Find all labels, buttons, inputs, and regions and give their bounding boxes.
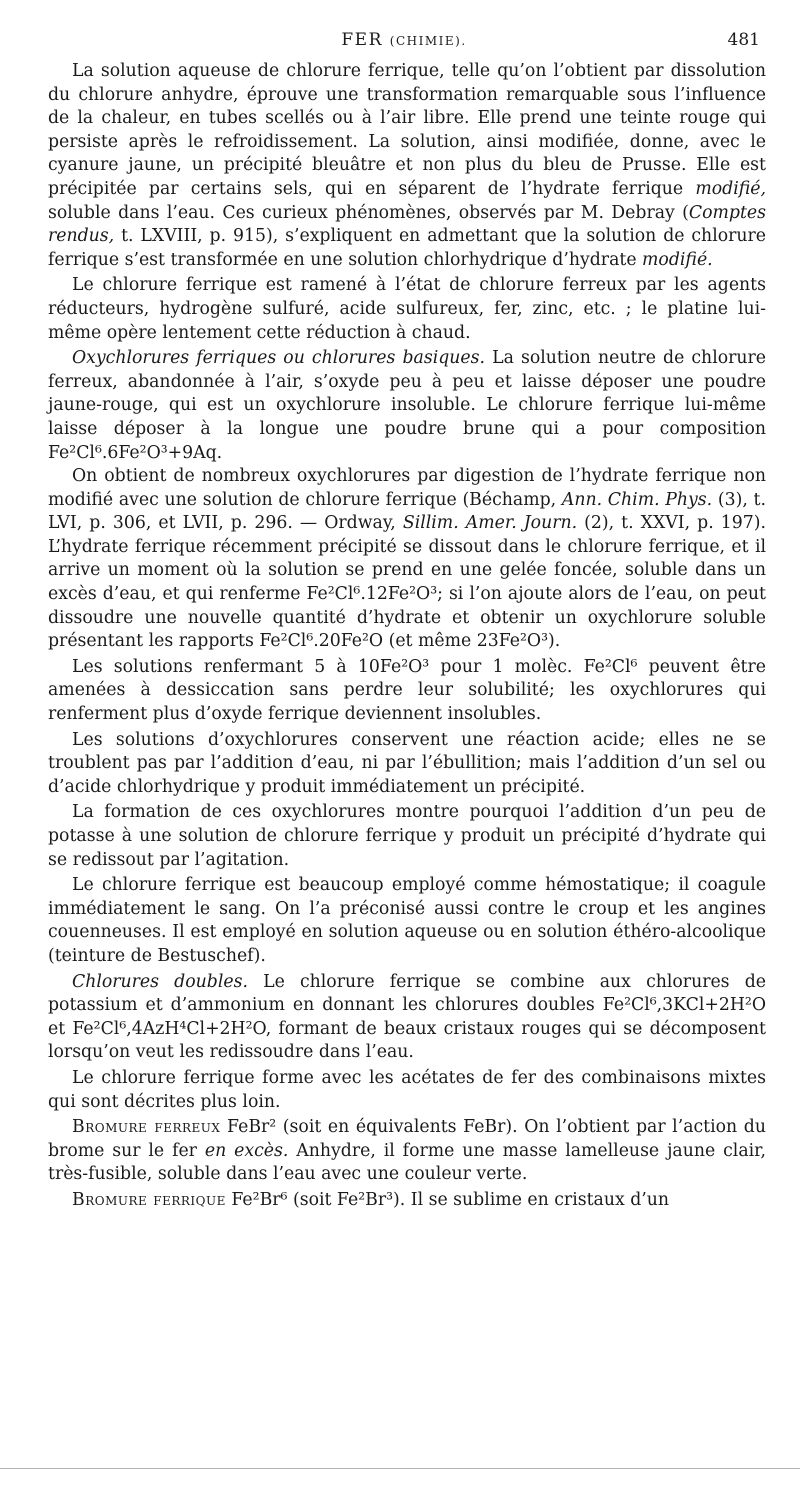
running-title-sub: (CHIMIE). — [389, 34, 467, 48]
paragraph-reduction: Le chlorure ferrique est ramené à l’état de chlorure ferreux par les agents réducteurs, hydrogène sulfuré, acide sulfureux, fer, zinc, etc. ; le platine lui-même opère lentement cette réduction à chaud. — [48, 275, 766, 343]
paragraph-oxychlorures: Oxychlorures ferriques ou chlorures basiques. La solution neutre de chlorure ferreux, abandonnée à l’air, s’oxyde peu à peu et laisse déposer une poudre jaune-rouge, qui est un oxychlorure insoluble. Le chlorure ferrique lui-même laisse déposer à la longue une poudre brune qui a pour composition Fe²Cl⁶.6Fe²O³+9Aq. — [48, 348, 766, 463]
section-heading-bromure-ferrique: Bromure ferrique — [72, 1189, 226, 1210]
paragraph-bromure-ferreux: Bromure ferreux FeBr² (soit en équivalents FeBr). On l’obtient par l’action du brome sur le fer en excès. Anhydre, il forme une masse lamelleuse jaune clair, très-fusible, soluble dans l’eau avec une couleur verte. — [48, 1117, 767, 1185]
paragraph-dessiccation: Les solutions renfermant 5 à 10Fe²O³ pour 1 molèc. Fe²Cl⁶ peuvent être amenées à dessiccation sans perdre leur solubilité; les oxychlorures qui renferment plus d’oxyde ferrique deviennent insolubles. — [48, 656, 766, 725]
paragraph-solution-modifiee: La solution aqueuse de chlorure ferrique, telle qu’on l’obtient par dissolution du chlorure anhydre, éprouve une transformation remarquable sous l’influence de la chaleur, en tubes scellés ou à l’air libre. Elle prend une teinte rouge qui persiste après le refroidissement. La solution, ainsi modifiée, donne, avec le cyanure jaune, un précipité bleuâtre et non plus du bleu de Prusse. Elle est précipitée par certains sels, qui en séparent de l’hydrate ferrique modifié, soluble dans l’eau. Ces curieux phénomènes, observés par M. Debray (Comptes rendus, t. LXVIII, p. 915), s’expliquent en admettant que la solution de chlorure ferrique s’est transformée en une solution chlorhydrique d’hydrate modifié. — [48, 61, 766, 270]
paragraph-bromure-ferrique: Bromure ferrique Fe²Br⁶ (soit Fe²Br³). Il se sublime en cristaux d’un — [72, 1189, 670, 1210]
section-heading-oxychlorures: Oxychlorures ferriques ou chlorures basiques. — [72, 348, 486, 369]
paragraph-acetates: Le chlorure ferrique forme avec les acétates de fer des combinaisons mixtes qui sont décrites plus loin. — [48, 1067, 766, 1112]
page-bottom-rule — [0, 1468, 800, 1469]
section-heading-bromure-ferreux: Bromure ferreux — [72, 1117, 221, 1138]
section-heading-chlorures-doubles: Chlorures doubles. — [72, 971, 248, 992]
running-title — [48, 30, 760, 50]
body-text — [48, 60, 766, 1215]
paragraph-digestion: On obtient de nombreux oxychlorures par digestion de l’hydrate ferrique non modifié avec une solution de chlorure ferrique (Béchamp, Ann. Chim. Phys. (3), t. LVI, p. 306, et LVII, p. 296. — Ordway, Sillim. Amer. Journ. (2), t. XXVI, p. 197). L’hydrate ferrique récemment précipité se dissout dans le chlorure ferrique, et il arrive un moment où la solution se prend en une gelée foncée, soluble dans un excès d’eau, et qui renferme Fe²Cl⁶.12Fe²O³; si l’on ajoute alors de l’eau, on peut dissoudre une nouvelle quantité d’hydrate et obtenir un oxychlorure soluble présentant les rapports Fe²Cl⁶.20Fe²O (et même 23Fe²O³). — [48, 466, 766, 652]
paragraph-potasse: La formation de ces oxychlorures montre pourquoi l’addition d’un peu de potasse à une solution de chlorure ferrique y produit un précipité d’hydrate qui se redissout par l’agitation. — [48, 802, 766, 870]
formula: Fe²Cl⁶.6Fe²O³+9Aq. — [48, 442, 223, 463]
paragraph-reaction-acide: Les solutions d’oxychlorures conservent une réaction acide; elles ne se troublent pas par l’addition d’eau, ni par l’ébullition; mais l’addition d’un sel ou d’acide chlorhydrique y produit immédiatement un précipité. — [48, 729, 766, 797]
paragraph-hemostatique: Le chlorure ferrique est beaucoup employé comme hémostatique; il coagule immédiatement le sang. On l’a préconisé aussi contre le croup et les angines couenneuses. Il est employé en solution aqueuse ou en solution éthéro-alcoolique (teinture de Bestuschef). — [48, 875, 766, 966]
running-header — [48, 30, 760, 58]
paragraph-chlorures-doubles: Chlorures doubles. Le chlorure ferrique se combine aux chlorures de potassium et d’ammonium en donnant les chlorures doubles Fe²Cl⁶,3KCl+2H²O et Fe²Cl⁶,4AzH⁴Cl+2H²O, formant de beaux cristaux rouges qui se décomposent lorsqu’on veut les redissoudre dans l’eau. — [48, 971, 766, 1063]
page-number: 481 — [727, 30, 760, 50]
running-title-main: FER — [341, 30, 383, 50]
